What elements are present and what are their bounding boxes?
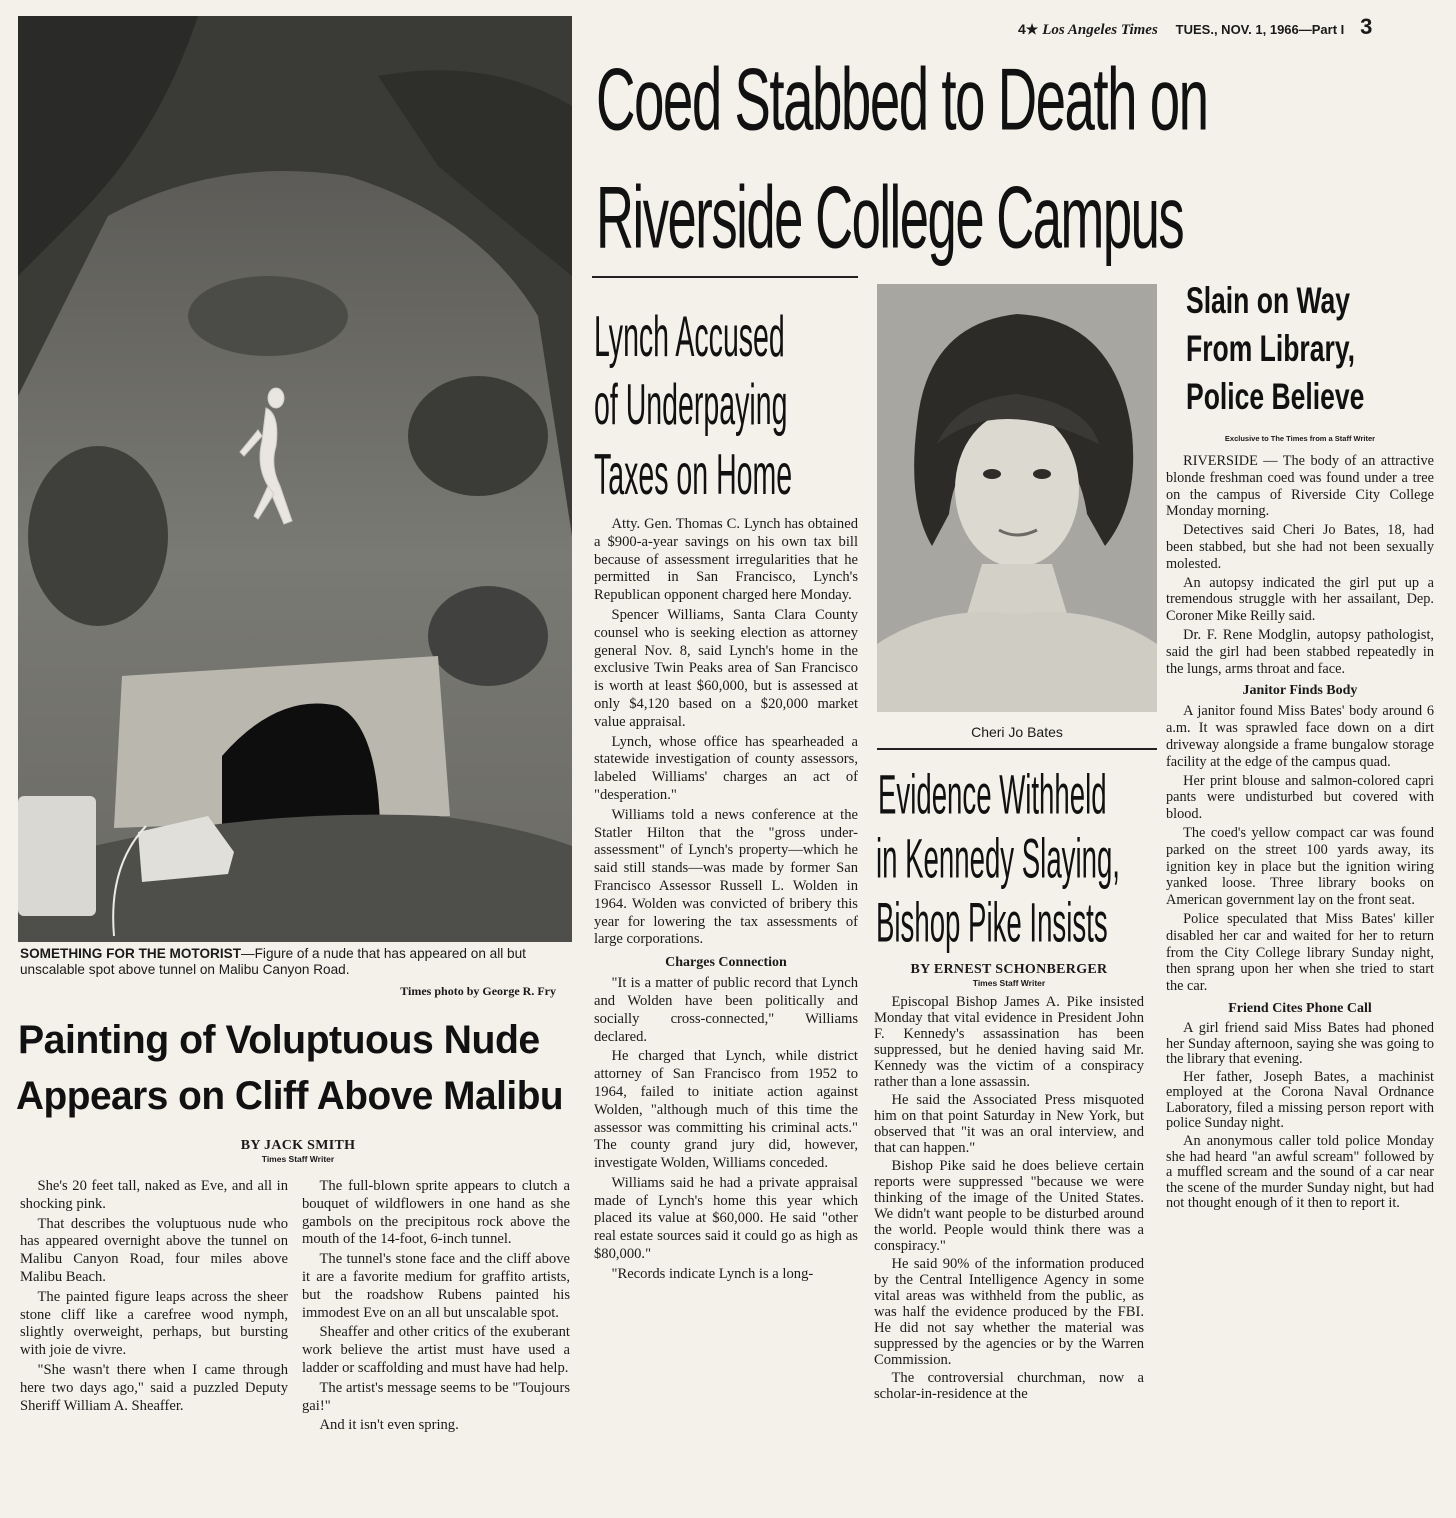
coed-p2: Detectives said Cheri Jo Bates, 18, had been stabbed, but she had not been sexually molested. xyxy=(1166,522,1434,572)
coed-p4: Dr. F. Rene Modglin, autopsy pathologist, said the girl had been stabbed repeatedly in the lungs, arms throat and face. xyxy=(1166,626,1434,677)
pike-byline: BY ERNEST SCHONBERGER xyxy=(910,962,1108,977)
photo-credit: Times photo by George R. Fry xyxy=(400,984,556,998)
portrait-illustration xyxy=(877,284,1157,712)
caption-lead: SOMETHING FOR THE MOTORIST xyxy=(20,946,242,961)
coed-headline-line1: Slain on Way xyxy=(1186,280,1351,322)
nude-story-col2 xyxy=(302,1178,570,1435)
nude-byline-block xyxy=(20,1138,576,1170)
coed-p8: Police speculated that Miss Bates' killer disabled her car and waited for her to return from the City College library Sunday night, then sprang upon her when she tried to start the car. xyxy=(1166,910,1434,995)
coed-p7: The coed's yellow compact car was found parked on the street 100 yards away, its ignition key in place but the ignition wiring yanked loose. Three library books on American government lay on the front seat. xyxy=(1166,824,1434,909)
pike-p4: He said 90% of the information produced by the Central Intelligence Agency in some vital areas was withheld from the public, as was half the evidence produced by the FBI. He did not say whether the material was suppressed by the agencies or by the Warren Commission. xyxy=(874,1256,1144,1368)
nude-col2-p4: The artist's message seems to be "Toujours gai!" xyxy=(302,1379,570,1414)
coed-p3: An autopsy indicated the girl put up a tremendous struggle with her assailant, Dep. Coroner Mike Reilly said. xyxy=(1166,574,1434,625)
lynch-p4: Williams told a news conference at the Statler Hilton that the "gross under-assessment" of Lynch's property—which he said still stands—was made by former San Francisco Assessor Russell L. Wolden in 1964. Wolden was convicted of bribery this year for lowering the tax assessments of large corporations. xyxy=(594,806,858,948)
masthead xyxy=(1018,14,1448,40)
cheri-jo-bates-portrait xyxy=(877,284,1157,712)
nude-headline-line1: Painting of Voluptuous Nude xyxy=(18,1018,540,1062)
caption-text: —Figure of a nude that has appeared on all but unscalable spot above tunnel on Malibu Canyon Road. xyxy=(20,946,526,977)
lynch-p1: Atty. Gen. Thomas C. Lynch has obtained a $900-a-year savings on his own tax bill because of assessment irregularities that he permitted in San Francisco, Lynch's Republican opponent charged here Monday. xyxy=(594,516,858,604)
lynch-p3: Lynch, whose office has spearheaded a statewide investigation of county assessors, labeled Williams' charges an act of "desperation." xyxy=(594,733,858,803)
masthead-paper: Los Angeles Times xyxy=(1042,22,1158,38)
coed-p11: An anonymous caller told police Monday she had heard "an awful scream" followed by a muffled scream and the sound of a car near the scene of the murder Sunday night, but had not thought enough of it then to report it. xyxy=(1166,1133,1434,1212)
pike-p1: Episcopal Bishop James A. Pike insisted Monday that vital evidence in President John F. Kennedy's assassination has been suppressed, but he denied having said Mr. Kennedy was the victim of a conspiracy rather than a lone assassin. xyxy=(874,994,1144,1090)
coed-p6: Her print blouse and salmon-colored capri pants were undisturbed but covered with blood. xyxy=(1166,772,1434,823)
lynch-headline-line3: Taxes on Home xyxy=(594,441,793,507)
coed-p5: A janitor found Miss Bates' body around 6 a.m. It was sprawled face down on a dirt driveway alongside a frame bungalow storage facility at the edge of the campus quad. xyxy=(1166,703,1434,770)
pike-staff: Times Staff Writer xyxy=(972,978,1046,988)
pike-headline-line3: Bishop Pike Insists xyxy=(876,891,1108,954)
portrait-caption: Cheri Jo Bates xyxy=(971,724,1063,740)
malibu-tunnel-photo xyxy=(18,16,572,942)
nude-story-col1 xyxy=(20,1178,288,1415)
lynch-p2: Spencer Williams, Santa Clara County counsel who is seeking election as attorney general Nov. 8, said Lynch's home in the exclusive Twin Peaks area of San Francisco is worth at least $60,000, but is assessed at only $4,120 based on a $20,000 market value appraisal. xyxy=(594,606,858,730)
nude-col2-p1: The full-blown sprite appears to clutch a bouquet of wildflowers in one hand as she gambols on the precipitous rock above the mouth of the 14-foot, 6-inch tunnel. xyxy=(302,1178,570,1248)
masthead-date: TUES., NOV. 1, 1966—Part I xyxy=(1175,22,1345,37)
main-headline-line2: Riverside College Campus xyxy=(596,169,1184,267)
nude-col1-p3: The painted figure leaps across the sheer stone cliff like a carefree wood nymph, slightly overweight, perhaps, but bursting with joie de vivre. xyxy=(20,1288,288,1359)
rule-under-main-headline xyxy=(592,276,858,278)
pike-headline-line1: Evidence Withheld xyxy=(878,763,1107,826)
coed-p1: RIVERSIDE — The body of an attractive blonde freshman coed was found under a tree on the campus of Riverside City College Monday morning. xyxy=(1166,453,1434,520)
coed-headline-line3: Police Believe xyxy=(1186,376,1365,418)
nude-col2-p2: The tunnel's stone face and the cliff above it are a favorite medium for graffito artists, but the roadshow Rubens painted his immodest Eve on an all but unscalable spot. xyxy=(302,1251,570,1321)
rule-under-portrait xyxy=(877,748,1157,750)
masthead-stars: 4★ xyxy=(1018,21,1039,37)
nude-staff: Times Staff Writer xyxy=(261,1154,335,1164)
lynch-subhead: Charges Connection xyxy=(665,955,787,971)
coed-p9: A girl friend said Miss Bates had phoned her Sunday afternoon, saying she was going to the library that evening. xyxy=(1166,1019,1434,1068)
coed-subhead1: Janitor Finds Body xyxy=(1242,683,1358,699)
nude-col1-p1: She's 20 feet tall, naked as Eve, and all in shocking pink. xyxy=(20,1178,288,1212)
lynch-p6: He charged that Lynch, while district attorney of San Francisco from 1952 to 1964, failed to initiate action against Wolden, "although much of this time the assessor was committing his criminal acts." The county grand jury did, however, investigate Wolden, Williams conceded. xyxy=(594,1048,858,1172)
lynch-p8: "Records indicate Lynch is a long- xyxy=(611,1265,814,1282)
photo-illustration xyxy=(18,16,572,942)
lynch-p5: "It is a matter of public record that Lynch and Wolden have been politically and socially cross-connected," Williams declared. xyxy=(594,975,858,1045)
pike-p2: He said the Associated Press misquoted him on that point Saturday in New York, but observed that "it was an oral interview, and that can happen." xyxy=(874,1092,1144,1156)
nude-col1-p4: "She wasn't there when I came through here two days ago," said a puzzled Deputy Sheriff William A. Sheaffer. xyxy=(20,1361,288,1414)
nude-headline-line2: Appears on Cliff Above Malibu xyxy=(16,1074,564,1118)
page-number: 3 xyxy=(1360,14,1373,39)
main-headline-line1: Coed Stabbed to Death on xyxy=(596,51,1208,149)
pike-p3: Bishop Pike said he does believe certain reports were suppressed "because we were thinking of the image of the United States. We didn't want people to be disturbed around the world. People would think there was a conspiracy." xyxy=(874,1158,1144,1254)
nude-byline: BY JACK SMITH xyxy=(240,1138,356,1153)
coed-subhead2: Friend Cites Phone Call xyxy=(1228,1000,1372,1016)
pike-story-body xyxy=(874,962,1144,1402)
coed-story-body xyxy=(1166,434,1434,1212)
pike-p5: The controversial churchman, now a scholar-in-residence at the xyxy=(874,1370,1144,1402)
coed-exclusive: Exclusive to The Times from a Staff Writer xyxy=(1224,434,1376,443)
lynch-p7: Williams said he had a private appraisal made of Lynch's home this year which placed its value at $60,000. He said "other real estate sources said it could go as high as $80,000." xyxy=(594,1174,858,1263)
lynch-headline-line2: of Underpaying xyxy=(594,371,788,437)
pike-headline-line2: in Kennedy Slaying, xyxy=(876,827,1120,890)
coed-p10: Her father, Joseph Bates, a machinist employed at the Corona Naval Ordnance Laboratory, filed a missing person report with police Sunday night. xyxy=(1166,1068,1434,1132)
nude-col2-p3: Sheaffer and other critics of the exuberant work believe the artist must have used a ladder or scaffolding and must have had help. xyxy=(302,1324,570,1376)
nude-col2-p5: And it isn't even spring. xyxy=(319,1417,459,1434)
photo-caption xyxy=(20,946,566,978)
coed-headline-line2: From Library, xyxy=(1186,328,1355,370)
lynch-headline-line1: Lynch Accused xyxy=(594,303,785,369)
nude-col1-p2: That describes the voluptuous nude who has appeared overnight above the tunnel on Malibu Canyon Road, four miles above Malibu Beach. xyxy=(20,1215,288,1285)
lynch-story-body xyxy=(594,516,858,1284)
